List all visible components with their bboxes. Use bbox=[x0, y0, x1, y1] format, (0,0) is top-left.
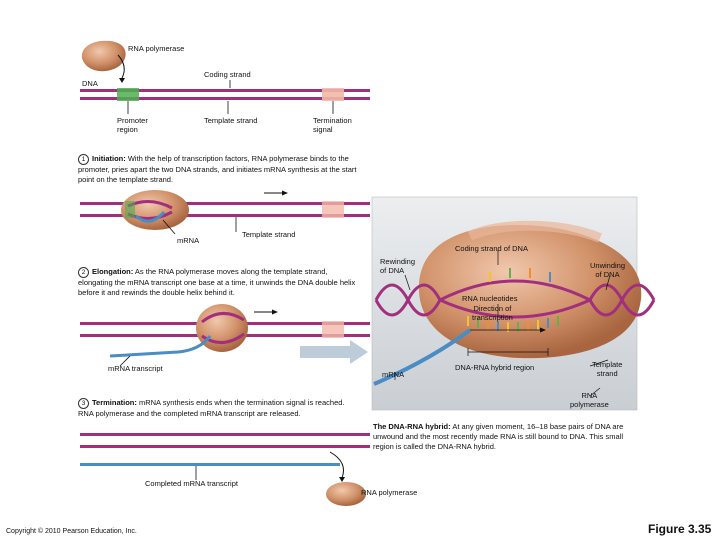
mrna-label: mRNA bbox=[177, 236, 200, 245]
hybrid-inset bbox=[372, 197, 654, 410]
step-number: 1 bbox=[78, 154, 89, 165]
mrna-transcript-label: mRNA transcript bbox=[108, 364, 163, 373]
rna-nucleotides-label: RNA nucleotides bbox=[462, 294, 518, 303]
figure-number: Figure 3.35 bbox=[648, 522, 712, 536]
initiation-diagram bbox=[80, 190, 370, 230]
hybrid-region-label: DNA-RNA hybrid region bbox=[455, 363, 535, 372]
step-number: 3 bbox=[78, 398, 89, 409]
zoom-arrow-icon bbox=[300, 340, 368, 364]
rewinding-label: Rewinding of DNA bbox=[380, 257, 416, 275]
coding-strand-of-dna-label: Coding strand of DNA bbox=[455, 244, 528, 253]
termination-signal-label: Termination signal bbox=[313, 116, 352, 134]
step-elongation bbox=[78, 267, 362, 298]
caption-text: At any given moment, 16–18 base pairs of DNA are unwound and the most recently made RNA is still bound to DNA. This small region is called the DNA-RNA hybrid. bbox=[373, 422, 624, 451]
step-title: Initiation: bbox=[92, 154, 126, 163]
completed-mrna-label: Completed mRNA transcript bbox=[145, 479, 238, 488]
inset-rna-polymerase-label: RNA polymerase bbox=[570, 391, 609, 409]
unwinding-label: Unwinding of DNA bbox=[590, 261, 626, 279]
template-strand-label-step1: Template strand bbox=[242, 230, 296, 239]
inset-mrna-label: mRNA bbox=[382, 370, 405, 379]
template-strand-label: Template strand bbox=[204, 116, 258, 125]
caption-title: The DNA-RNA hybrid: bbox=[373, 422, 451, 431]
coding-strand-label: Coding strand bbox=[204, 70, 251, 79]
termination-diagram bbox=[80, 433, 370, 506]
step-text: With the help of transcription factors, RNA polymerase binds to the promoter, pries apart the two DNA strands, and initiates mRNA synthesis at the start point on the template strand. bbox=[78, 154, 357, 184]
inset-template-strand-label: Template strand bbox=[592, 360, 623, 378]
inset-caption bbox=[373, 422, 638, 452]
step-text: mRNA synthesis ends when the termination signal is reached. RNA polymerase and the completed mRNA transcript are released. bbox=[78, 398, 345, 418]
rna-polymerase-bottom-label: RNA polymerase bbox=[361, 488, 418, 497]
promoter-region-label: Promoter region bbox=[117, 116, 148, 134]
step-text: As the RNA polymerase moves along the template strand, elongating the mRNA transcript one base at a time, it unwinds the DNA double helix before it and rewinds the double helix behind it. bbox=[78, 267, 356, 297]
step-initiation bbox=[78, 154, 358, 185]
step-title: Termination: bbox=[92, 398, 137, 407]
dna-label: DNA bbox=[82, 79, 98, 88]
step-termination bbox=[78, 398, 358, 419]
rna-polymerase-label: RNA polymerase bbox=[128, 44, 185, 53]
step-title: Elongation: bbox=[92, 267, 134, 276]
step-number: 2 bbox=[78, 267, 89, 278]
dna-initial bbox=[80, 88, 370, 101]
copyright: Copyright © 2010 Pearson Education, Inc. bbox=[6, 528, 137, 535]
direction-label: Direction of transcription bbox=[472, 304, 513, 322]
